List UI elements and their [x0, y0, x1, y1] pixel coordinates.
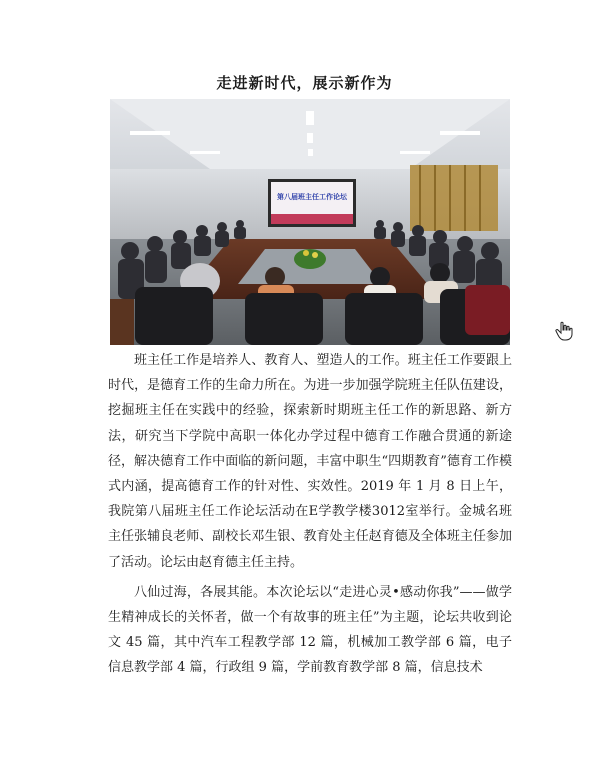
projection-screen-text: 第八届班主任工作论坛 — [277, 193, 347, 201]
hand-pointer-icon — [555, 321, 573, 341]
paragraph-2: 八仙过海，各展其能。本次论坛以“走进心灵•感动你我”——做学生精神成长的关怀者，做一个有故事的班主任”为主题，论坛共收到论文 45 篇，其中汽车工程教学部 12 篇，机械加工教学部 6 篇，电子信息教学部 4 篇，行政组 9 篇，学前教育教学部 8 篇，信息技术 — [108, 584, 512, 676]
article-body — [108, 348, 512, 686]
paragraph-1: 班主任工作是培养人、教育人、塑造人的工作。班主任工作要跟上时代，是德育工作的生命力所在。为进一步加强学院班主任队伍建设，挖掘班主任在实践中的经验，探索新时期班主任工作的新思路、新方法，研究当下学院中高职一体化办学过程中德育工作融合贯通的新途径，解决德育工作中面临的新问题，丰富中职生“四期教育”德育工作模式内涵，提高德育工作的针对性、实效性。2019 年 1 月 8 日上午，我院第八届班主任工作论坛活动在E学教学楼3012室举行。金城名班主任张辅良老师、副校长邓生银、教育处主任赵育德及全体班主任参加了活动。论坛由赵育德主任主持。 — [108, 353, 512, 570]
page-title: 走进新时代，展示新作为 — [216, 74, 393, 92]
meeting-photo — [110, 99, 510, 345]
